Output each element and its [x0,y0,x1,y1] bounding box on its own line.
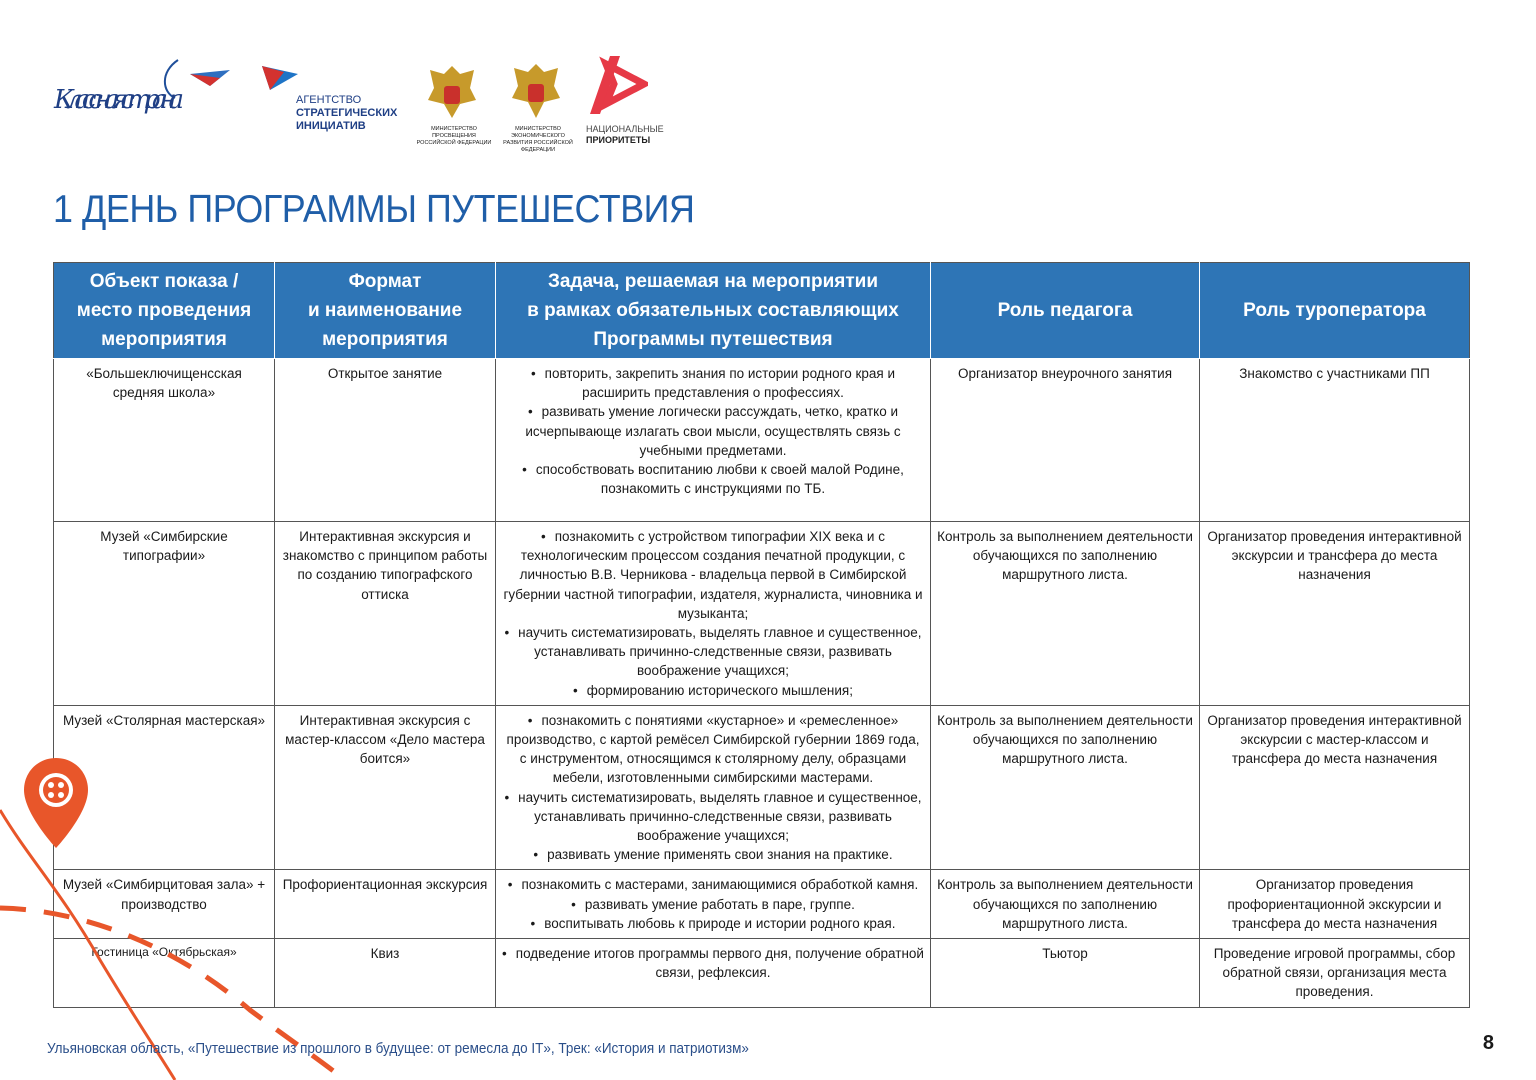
cell-format: Профориентационная экскурсия [275,870,496,939]
header-format: Формат и наименование мероприятия [275,263,496,359]
natsproekty-mark-icon [586,54,648,116]
asi-line1: АГЕНТСТВО [296,94,362,106]
cell-operator: Знакомство с участниками ПП [1200,359,1470,522]
logo-strip [50,52,670,152]
table-row [54,705,1470,870]
cell-object: Музей «Столярная мастерская» [54,705,275,870]
header-object: Объект показа / место проведения мероприятия [54,263,275,359]
cell-tasks [496,522,931,706]
cell-object: Музей «Симбирские типографии» [54,522,275,706]
table-row [54,522,1470,706]
page-title: 1 ДЕНЬ ПРОГРАММЫ ПУТЕШЕСТВИЯ [53,188,695,231]
cell-tasks [496,939,931,1008]
task-item: • познакомить с устройством типографии XIX века и с технологическим процессом создания печатной продукции, с личностью В.В. Черникова - владельца первой в Симбирской губернии частной типографии, издателя, журналиста, чиновника и музыканта; [502,527,924,623]
coat-of-arms-icon [422,60,482,122]
natsproekty-line1: НАЦИОНАЛЬНЫЕ [586,124,664,134]
cell-object: Гостиница «Октябрьская» [54,939,275,1008]
minpros-caption: МИНИСТЕРСТВО ПРОСВЕЩЕНИЯ РОССИЙСКОЙ ФЕДЕРАЦИИ [416,126,492,146]
cell-tasks [496,705,931,870]
cell-format: Открытое занятие [275,359,496,522]
cell-format: Интерактивная экскурсия с мастер-классом «Дело мастера боится» [275,705,496,870]
task-item: • научить систематизировать, выделять главное и существенное, устанавливать причинно-следственные связи, развивать воображение учащихся; [502,623,924,681]
table-header-row [54,263,1470,359]
task-item: • повторить, закрепить знания по истории родного края и расширить представления о профессиях. [502,364,924,402]
klassnaya-text: Классная страна [54,85,184,115]
table-row [54,870,1470,939]
asi-line3: ИНИЦИАТИВ [296,120,366,132]
cell-operator: Организатор проведения интерактивной экскурсии и трансфера до места назначения [1200,522,1470,706]
cell-format: Квиз [275,939,496,1008]
table-row [54,359,1470,522]
cell-tasks [496,870,931,939]
cell-teacher: Организатор внеурочного занятия [931,359,1200,522]
cell-format: Интерактивная экскурсия и знакомство с принципом работы по созданию типографского оттиска [275,522,496,706]
asi-mark-icon [260,64,300,92]
cell-tasks [496,359,931,522]
footer-caption: Ульяновская область, «Путешествие из прошлого в будущее: от ремесла до IT», Трек: «История и патриотизм» [47,1040,749,1057]
task-item: • познакомить с понятиями «кустарное» и «ремесленное» производство, с картой ремёсел Симбирской губернии 1869 года, с инструментом, относящимся к столярному делу, образцами мебели, изготовленными симбирскими мастерами. [502,711,924,788]
cell-teacher: Контроль за выполнением деятельности обучающихся по заполнению маршрутного листа. [931,870,1200,939]
page-number: 8 [1482,1032,1494,1054]
task-item: • научить систематизировать, выделять главное и существенное, устанавливать причинно-следственные связи, развивать воображение учащихся; [502,788,924,846]
cell-teacher: Тьютор [931,939,1200,1008]
task-item: • развивать умение работать в паре, группе. [502,895,924,914]
cell-object: «Большеключищенсская средняя школа» [54,359,275,522]
task-item: • познакомить с мастерами, занимающимися обработкой камня. [502,875,924,894]
cell-object: Музей «Симбирцитовая зала» + производство [54,870,275,939]
table-row [54,939,1470,1008]
task-item: • развивать умение применять свои знания на практике. [502,845,924,864]
task-item: • воспитывать любовь к природе и истории родного края. [502,914,924,933]
header-teacher-role: Роль педагога [931,263,1200,359]
task-item: • способствовать воспитанию любви к своей малой Родине, познакомить с инструкциями по ТБ. [502,460,924,498]
program-table [53,262,1470,1008]
task-item: • развивать умение логически рассуждать, четко, кратко и исчерпывающе излагать свои мысли, осуществлять связь с учебными предметами. [502,402,924,460]
natsproekty-logo [580,54,664,150]
task-item: • подведение итогов программы первого дня, получение обратной связи, рефлексия. [502,944,924,982]
natsproekty-line2: ПРИОРИТЕТЫ [586,135,651,145]
minek-logo [498,60,578,153]
minek-caption: МИНИСТЕРСТВО ЭКОНОМИЧЕСКОГО РАЗВИТИЯ РОССИЙСКОЙ ФЕДЕРАЦИИ [503,126,573,153]
cell-operator: Организатор проведения профориентационной экскурсии и трансфера до места назначения [1200,870,1470,939]
task-item: • формированию исторического мышления; [502,681,924,700]
cell-teacher: Контроль за выполнением деятельности обучающихся по заполнению маршрутного листа. [931,522,1200,706]
minpros-logo [414,60,494,150]
header-operator-role: Роль туроператора [1200,263,1470,359]
cell-operator: Проведение игровой программы, сбор обратной связи, организация места проведения. [1200,939,1470,1008]
asi-logo [260,64,410,144]
klassnaya-strana-logo [50,52,240,152]
coat-of-arms-icon [508,60,564,122]
cell-teacher: Контроль за выполнением деятельности обучающихся по заполнению маршрутного листа. [931,705,1200,870]
cell-operator: Организатор проведения интерактивной экскурсии с мастер-классом и трансфера до места назначения [1200,705,1470,870]
asi-line2: СТРАТЕГИЧЕСКИХ [296,107,398,119]
header-task: Задача, решаемая на мероприятии в рамках обязательных составляющих Программы путешествия [496,263,931,359]
